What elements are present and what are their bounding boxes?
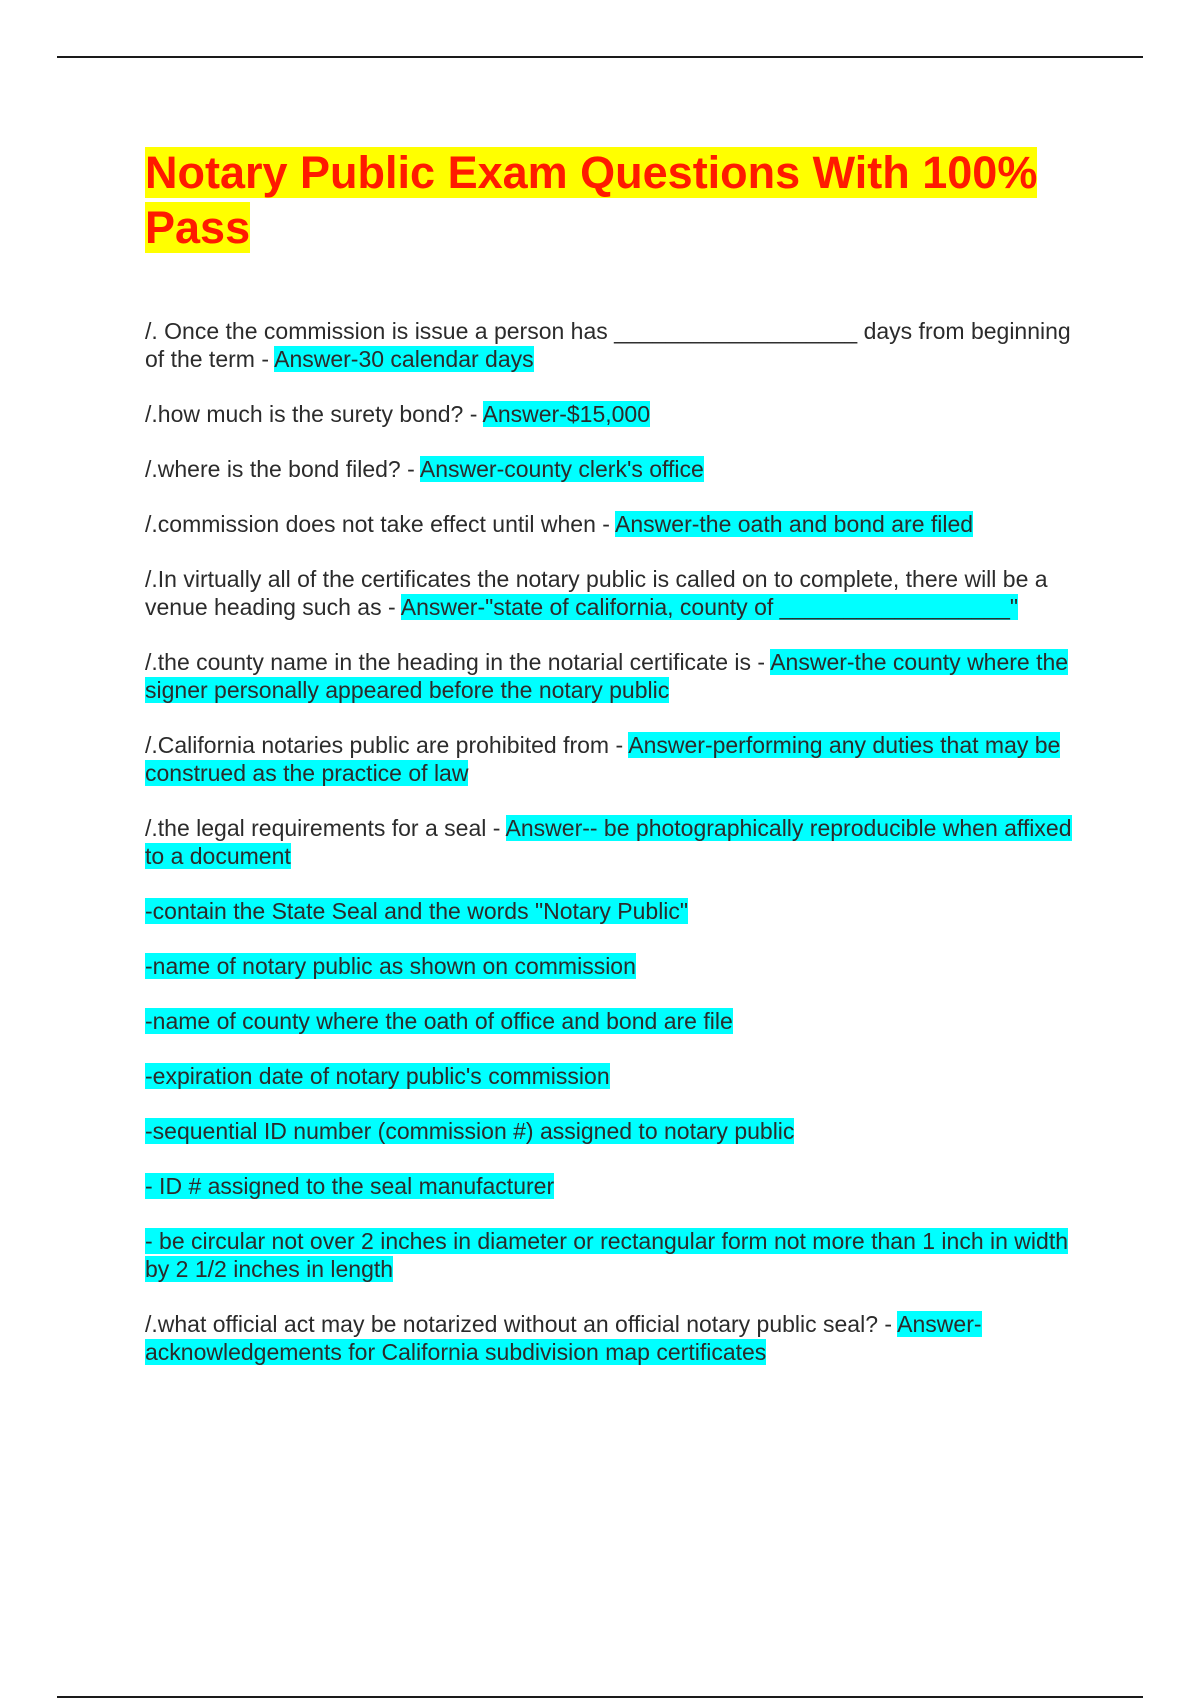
- answer-text: -sequential ID number (commission #) assigned to notary public: [145, 1118, 795, 1144]
- seal-requirement-item: [145, 1007, 1090, 1035]
- question-text: /.In virtually all of the certificates the notary public is called on to complete, there will be a venue heading such as -: [145, 566, 1048, 620]
- question-text: /.commission does not take effect until when -: [145, 511, 616, 537]
- question-text: /.California notaries public are prohibited from -: [145, 732, 629, 758]
- qa-item: [145, 565, 1090, 621]
- question-text: /.what official act may be notarized without an official notary public seal? -: [145, 1311, 898, 1337]
- seal-requirement-item: [145, 1172, 1090, 1200]
- question-text: /.where is the bond filed? -: [145, 456, 420, 482]
- qa-item: [145, 400, 1090, 428]
- seal-requirement-item: [145, 897, 1090, 925]
- answer-text: Answer-30 calendar days: [274, 346, 534, 372]
- answer-text: -expiration date of notary public's commission: [145, 1063, 610, 1089]
- qa-item: [145, 648, 1090, 704]
- answer-text: Answer-$15,000: [482, 401, 651, 427]
- answer-text: Answer-the oath and bond are filed: [615, 511, 974, 537]
- qa-item: [145, 455, 1090, 483]
- qa-item: [145, 1310, 1090, 1366]
- answer-text: - be circular not over 2 inches in diameter or rectangular form not more than 1 inch in width by 2 1/2 inches in length: [145, 1228, 1068, 1282]
- question-text: /.the legal requirements for a seal -: [145, 815, 506, 841]
- qa-item: [145, 317, 1090, 373]
- header-rule: [57, 56, 1143, 58]
- answer-text: Answer-"state of california, county of __________________": [400, 594, 1019, 620]
- answer-text: Answer-county clerk's office: [419, 456, 704, 482]
- question-text: /.the county name in the heading in the notarial certificate is -: [145, 649, 771, 675]
- answer-text: - ID # assigned to the seal manufacturer: [145, 1173, 555, 1199]
- seal-requirement-item: [145, 1062, 1090, 1090]
- seal-requirement-item: [145, 1227, 1090, 1283]
- seal-requirement-item: [145, 952, 1090, 980]
- seal-requirement-item: [145, 1117, 1090, 1145]
- qa-item: [145, 814, 1090, 870]
- answer-text: Answer-acknowledgements for California subdivision map certificates: [145, 1311, 982, 1365]
- question-text: /.how much is the surety bond? -: [145, 401, 483, 427]
- title-text: Notary Public Exam Questions With 100% Pass: [145, 147, 1038, 253]
- qa-item: [145, 731, 1090, 787]
- answer-text: Answer-- be photographically reproducible when affixed to a document: [145, 815, 1072, 869]
- answer-text: -contain the State Seal and the words "Notary Public": [145, 898, 689, 924]
- answer-text: Answer-performing any duties that may be construed as the practice of law: [145, 732, 1061, 786]
- answer-text: -name of county where the oath of office and bond are file: [145, 1008, 733, 1034]
- qa-item: [145, 510, 1090, 538]
- footer-rule: [57, 1696, 1143, 1698]
- answer-text: Answer-the county where the signer personally appeared before the notary public: [145, 649, 1069, 703]
- answer-text: -name of notary public as shown on commission: [145, 953, 636, 979]
- document-title: [145, 145, 1090, 255]
- document-page: [145, 145, 1090, 1393]
- question-text: /. Once the commission is issue a person has ___________________ days from beginning of the term -: [145, 318, 1071, 372]
